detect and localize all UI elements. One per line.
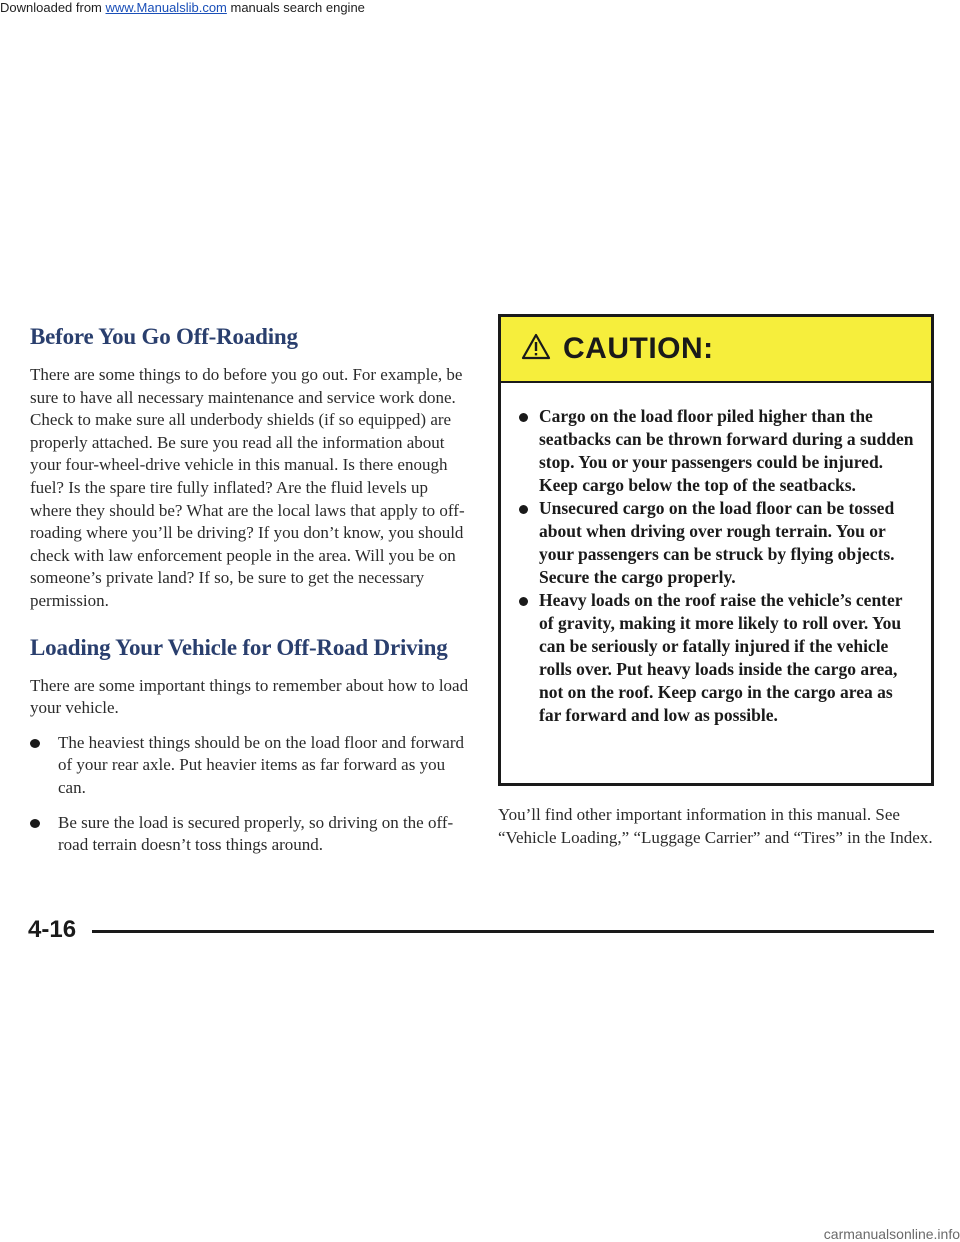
section-body-before-off-roading: There are some things to do before you go out. For example, be sure to have all necessary maintenance and service work done. Check to make sure all underbody shields (if so equipped) are properly attached. Be sure you read all the information about your four-wheel-drive vehicle in this manual. Is there enough fuel? Is the spare tire fully inflated? Are the fluid levels up where they should be? What are the local laws that apply to off-roading where you’ll be driving? If you don’t know, you should check with law enforcement people in the area. Will you be on someone’s private land? If so, be sure to get the necessary permission. (30, 365, 465, 610)
list-item (30, 732, 470, 800)
page-number: 4-16 (28, 916, 77, 943)
warning-triangle-icon (521, 333, 551, 365)
list-item-text: Be sure the load is secured properly, so driving on the off-road terrain doesn’t toss things around. (58, 812, 454, 855)
caution-item-text: Heavy loads on the roof raise the vehicle’s center of gravity, making it more likely to roll over. You can be seriously or fatally injured if the vehicle rolls over. Put heavy loads inside the cargo area, not on the roof. Keep cargo in the cargo area as far forward and low as possible. (539, 590, 903, 725)
list-item (30, 812, 470, 857)
watermark-prefix: Downloaded from (0, 0, 106, 15)
additional-info-paragraph: You’ll find other important information in this manual. See “Vehicle Loading,” “Luggage Carrier” and “Tires” in the Index. (498, 805, 933, 847)
caution-box (498, 314, 934, 786)
loading-bullet-list (30, 732, 470, 857)
caution-item-text: Unsecured cargo on the load floor can be tossed about when driving over rough terrain. You or your passengers can be struck by flying objects. Secure the cargo properly. (539, 498, 895, 587)
section-title-loading-vehicle: Loading Your Vehicle for Off-Road Driving (30, 634, 448, 660)
bullet-dot-icon (30, 739, 40, 748)
list-item (519, 497, 915, 589)
bullet-dot-icon (519, 597, 528, 606)
left-column (30, 322, 470, 869)
watermark-suffix: manuals search engine (226, 0, 365, 15)
bullet-dot-icon (519, 505, 528, 514)
footer-rule (92, 930, 934, 933)
caution-item-text: Cargo on the load floor piled higher than the seatbacks can be thrown forward during a sudden stop. You or your passengers could be injured. Keep cargo below the top of the seatbacks. (539, 406, 914, 495)
caution-list (501, 405, 931, 727)
caution-header (501, 317, 931, 383)
section-intro-loading-vehicle: There are some important things to remember about how to load your vehicle. (30, 675, 469, 718)
list-item-text: The heaviest things should be on the load floor and forward of your rear axle. Put heavier items as far forward as you can. (58, 732, 465, 797)
download-watermark (0, 0, 365, 15)
site-watermark: carmanualsonline.info (823, 1226, 960, 1242)
list-item (519, 589, 915, 727)
caution-title: CAUTION: (563, 332, 714, 365)
right-column (498, 314, 938, 849)
section-title-before-off-roading: Before You Go Off-Roading (30, 324, 298, 349)
bullet-dot-icon (519, 413, 528, 422)
list-item (519, 405, 915, 497)
page-footer (28, 916, 934, 946)
manualslib-link[interactable]: www.Manualslib.com (105, 0, 227, 15)
bullet-dot-icon (30, 819, 40, 828)
